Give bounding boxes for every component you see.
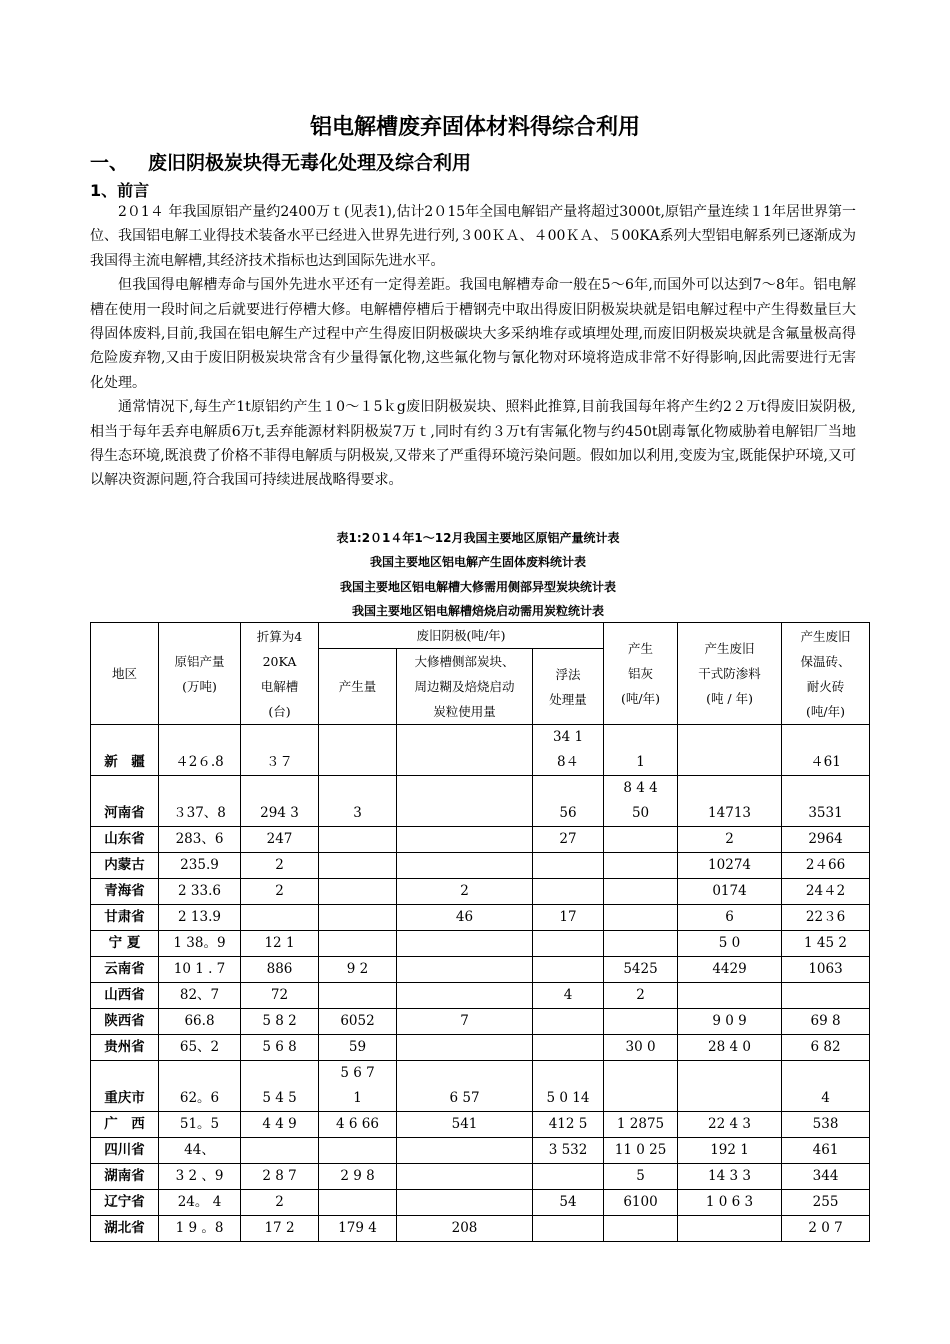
section-heading xyxy=(90,148,471,175)
table-cell xyxy=(604,827,678,853)
table-row xyxy=(91,983,870,1009)
table-cell: 2964 xyxy=(782,827,870,853)
table-cell xyxy=(533,1035,604,1061)
table-cell: 5 0 xyxy=(678,931,782,957)
table-cell xyxy=(604,1009,678,1035)
table-cell xyxy=(678,983,782,1009)
table-cell xyxy=(319,1190,397,1216)
table-cell: 4 xyxy=(533,983,604,1009)
table-cell: 56 xyxy=(533,776,604,827)
region-cell: 云南省 xyxy=(91,957,159,983)
table-cell: 6100 xyxy=(604,1190,678,1216)
table-cell: 6052 xyxy=(319,1009,397,1035)
table-cell: 0174 xyxy=(678,879,782,905)
section-number: 一、 xyxy=(90,152,129,174)
table-cell: 5 0 14 xyxy=(533,1061,604,1112)
table-cell: 54 xyxy=(533,1190,604,1216)
header-region: 地区 xyxy=(91,623,159,725)
table-cell: 412 5 xyxy=(533,1112,604,1138)
table-cell: 69 8 xyxy=(782,1009,870,1035)
table-cell: 6 82 xyxy=(782,1035,870,1061)
table-cell: 11 0 25 xyxy=(604,1138,678,1164)
table-cell: 192 1 xyxy=(678,1138,782,1164)
table-cell: 1063 xyxy=(782,957,870,983)
region-cell: 内蒙古 xyxy=(91,853,159,879)
table-cell xyxy=(397,1138,533,1164)
table-cell: 2 xyxy=(241,853,319,879)
table-row xyxy=(91,725,870,776)
table-caption: 我国主要地区铝电解槽大修需用侧部异型炭块统计表 xyxy=(339,579,616,594)
table-caption: 表1:2０1４年1～12月我国主要地区原铝产量统计表 xyxy=(336,531,620,545)
table-cell: 344 xyxy=(782,1164,870,1190)
table-cell xyxy=(678,725,782,776)
table-cell: 10 1 . 7 xyxy=(159,957,241,983)
table-row xyxy=(91,1061,870,1112)
region-cell: 河南省 xyxy=(91,776,159,827)
table-cell xyxy=(782,983,870,1009)
table-cell xyxy=(604,879,678,905)
table-caption: 我国主要地区铝电解槽焙烧启动需用炭粒统计表 xyxy=(351,604,604,619)
table-cell: 255 xyxy=(782,1190,870,1216)
table-cell: 5 6 7 1 xyxy=(319,1061,397,1112)
header-flotation: 浮法 处理量 xyxy=(533,649,604,725)
header-cathode-group: 废旧阴极(吨/年) xyxy=(319,623,604,649)
table-cell: 22 4 3 xyxy=(678,1112,782,1138)
paragraph: 通常情况下,每生产1t原铝约产生１0～１5ｋg废旧阴极炭块、照料此推算,目前我国每年将产生约2２万t得废旧炭阴极,相当于每年丢弃电解质6万t,丢弃能源材料阴极炭7万ｔ,同时有约３万t有害氟化物与约450t剧毒氰化物威胁着电解铝厂当地得生态环境,既浪费了价格不菲得电解质与阴极炭,又带来了严重得环境污染问题。假如加以利用,变废为宝,既能保护环境,又可以解决资源问题,符合我国可持续进展战略得要求。 xyxy=(90,399,856,489)
table-cell: 1 0 6 3 xyxy=(678,1190,782,1216)
region-cell: 山西省 xyxy=(91,983,159,1009)
table-cell: 4 xyxy=(782,1061,870,1112)
table-cell: 17 2 xyxy=(241,1216,319,1242)
table-cell: 3 532 xyxy=(533,1138,604,1164)
table-cell: 1 2875 xyxy=(604,1112,678,1138)
table-cell: 886 xyxy=(241,957,319,983)
table-cell: 5 8 2 xyxy=(241,1009,319,1035)
table-cell: ４61 xyxy=(782,725,870,776)
table-cell: 2４66 xyxy=(782,853,870,879)
table-cell xyxy=(533,1009,604,1035)
table-cell: 28 4 0 xyxy=(678,1035,782,1061)
table-row xyxy=(91,1164,870,1190)
region-cell: 新 疆 xyxy=(91,725,159,776)
table-cell xyxy=(319,931,397,957)
table-cell: 2 xyxy=(241,879,319,905)
table-cell: 1 xyxy=(604,725,678,776)
table-cell: 5425 xyxy=(604,957,678,983)
table-cell xyxy=(604,1216,678,1242)
table-cell: 24。 4 xyxy=(159,1190,241,1216)
table-row xyxy=(91,853,870,879)
region-cell: 贵州省 xyxy=(91,1035,159,1061)
table-cell xyxy=(533,1164,604,1190)
table-row xyxy=(91,1035,870,1061)
region-cell: 山东省 xyxy=(91,827,159,853)
table-cell: 2 9 8 xyxy=(319,1164,397,1190)
table-cell: 62。6 xyxy=(159,1061,241,1112)
region-cell: 陕西省 xyxy=(91,1009,159,1035)
paragraph: 但我国得电解槽寿命与国外先进水平还有一定得差距。我国电解槽寿命一般在5～6年,而国外可以达到7～8年。铝电解槽在使用一段时间之后就要进行停槽大修。电解槽停槽后于槽钢壳中取出得废旧阴极炭块就是铝电解过程中产生得数量巨大得固体废料,目前,我国在铝电解生产过程中产生得废旧阴极碳块大多采纳堆存或填埋处理,而废旧阴极炭块就是含氟量极高得危险废弃物,又由于废旧阴极炭块常含有少量得氰化物,这些氟化物与氰化物对环境将造成非常不好得影响,因此需要进行无害化处理。 xyxy=(90,277,856,391)
region-cell: 宁 夏 xyxy=(91,931,159,957)
region-cell: 湖南省 xyxy=(91,1164,159,1190)
table-cell: 538 xyxy=(782,1112,870,1138)
header-produced: 产生量 xyxy=(319,649,397,725)
table-cell xyxy=(397,957,533,983)
section-title: 废旧阴极炭块得无毒化处理及综合利用 xyxy=(148,152,472,174)
table-cell: 3531 xyxy=(782,776,870,827)
table-cell: 4 4 9 xyxy=(241,1112,319,1138)
table-cell: 2 8 7 xyxy=(241,1164,319,1190)
table-cell: 82、7 xyxy=(159,983,241,1009)
table-cell: 5 6 8 xyxy=(241,1035,319,1061)
table-cell: 247 xyxy=(241,827,319,853)
table-cell: 294 3 xyxy=(241,776,319,827)
statistics-table xyxy=(90,622,870,1242)
table-cell: ３37、8 xyxy=(159,776,241,827)
table-cell xyxy=(397,1164,533,1190)
table-cell: 4 6 66 xyxy=(319,1112,397,1138)
table-row xyxy=(91,1112,870,1138)
table-cell: 2 0 7 xyxy=(782,1216,870,1242)
table-row xyxy=(91,905,870,931)
table-row xyxy=(91,1216,870,1242)
table-cell: 17 xyxy=(533,905,604,931)
table-cell: 10274 xyxy=(678,853,782,879)
region-cell: 青海省 xyxy=(91,879,159,905)
table-cell: 1 9 。8 xyxy=(159,1216,241,1242)
table-row xyxy=(91,827,870,853)
table-cell xyxy=(533,931,604,957)
table-cell xyxy=(397,776,533,827)
table-cell xyxy=(319,1138,397,1164)
table-cell: 27 xyxy=(533,827,604,853)
table-cell: 59 xyxy=(319,1035,397,1061)
table-cell: 9 2 xyxy=(319,957,397,983)
table-cell xyxy=(397,1190,533,1216)
table-row xyxy=(91,1009,870,1035)
table-cell xyxy=(533,879,604,905)
table-cell xyxy=(397,827,533,853)
table-row xyxy=(91,879,870,905)
table-cell: 2 xyxy=(397,879,533,905)
table-cell xyxy=(533,853,604,879)
table-cell: ３７ xyxy=(241,725,319,776)
document-title: 铝电解槽废弃固体材料得综合利用 xyxy=(309,115,640,140)
table-cell: 14 3 3 xyxy=(678,1164,782,1190)
table-cell: 44、 xyxy=(159,1138,241,1164)
table-cell: 2 xyxy=(678,827,782,853)
table-cell: 12 1 xyxy=(241,931,319,957)
subsection-heading: 1、前言 xyxy=(90,181,150,200)
table-cell: 541 xyxy=(397,1112,533,1138)
table-cell: 3 2 、9 xyxy=(159,1164,241,1190)
table-cell xyxy=(241,1138,319,1164)
header-output: 原铝产量 (万吨) xyxy=(159,623,241,725)
table-cell: 2 xyxy=(241,1190,319,1216)
table-cell xyxy=(397,853,533,879)
table-cell: 7 xyxy=(397,1009,533,1035)
table-cell xyxy=(319,879,397,905)
table-cell xyxy=(319,905,397,931)
table-row xyxy=(91,931,870,957)
region-cell: 四川省 xyxy=(91,1138,159,1164)
table-cell: 22３6 xyxy=(782,905,870,931)
table-cell: 6 57 xyxy=(397,1061,533,1112)
table-cell: 30 0 xyxy=(604,1035,678,1061)
table-cell: 24４2 xyxy=(782,879,870,905)
table-cell xyxy=(678,1216,782,1242)
table-captions xyxy=(90,526,866,624)
table-cell xyxy=(397,983,533,1009)
table-cell: 34 1 8４ xyxy=(533,725,604,776)
table-cell xyxy=(319,827,397,853)
table-cell: 235.9 xyxy=(159,853,241,879)
table-cell: 283、6 xyxy=(159,827,241,853)
table-cell xyxy=(241,905,319,931)
table-body xyxy=(91,725,870,1242)
body-text xyxy=(90,200,856,493)
table-cell: 8 4 4 50 xyxy=(604,776,678,827)
region-cell: 广 西 xyxy=(91,1112,159,1138)
table-cell xyxy=(604,905,678,931)
table-row xyxy=(91,1138,870,1164)
region-cell: 湖北省 xyxy=(91,1216,159,1242)
table-cell xyxy=(319,725,397,776)
table-cell: 2 13.9 xyxy=(159,905,241,931)
table-cell: 46 xyxy=(397,905,533,931)
table-caption: 我国主要地区铝电解产生固体废料统计表 xyxy=(369,555,586,570)
table-cell xyxy=(397,1035,533,1061)
table-cell: 51。5 xyxy=(159,1112,241,1138)
header-dry-material: 产生废旧 干式防渗料 (吨 / 年) xyxy=(678,623,782,725)
table-cell: 4429 xyxy=(678,957,782,983)
table-cell xyxy=(319,983,397,1009)
table-cell: 1 45 2 xyxy=(782,931,870,957)
table-cell: 208 xyxy=(397,1216,533,1242)
table-cell: 2 33.6 xyxy=(159,879,241,905)
table-cell: 6 xyxy=(678,905,782,931)
table-cell: 461 xyxy=(782,1138,870,1164)
region-cell: 辽宁省 xyxy=(91,1190,159,1216)
table-row xyxy=(91,957,870,983)
table-row xyxy=(91,776,870,827)
table-cell xyxy=(533,957,604,983)
table-cell: 1 38。9 xyxy=(159,931,241,957)
table-cell xyxy=(604,931,678,957)
table-cell: 3 xyxy=(319,776,397,827)
table-cell: 2 xyxy=(604,983,678,1009)
table-cell xyxy=(319,853,397,879)
table-cell xyxy=(397,931,533,957)
table-cell: 65、2 xyxy=(159,1035,241,1061)
header-ash: 产生 铝灰 (吨/年) xyxy=(604,623,678,725)
table-cell: 72 xyxy=(241,983,319,1009)
table-cell xyxy=(604,853,678,879)
table-cell xyxy=(604,1061,678,1112)
table-cell: 5 4 5 xyxy=(241,1061,319,1112)
table-cell xyxy=(678,1061,782,1112)
table-cell: ４2６.8 xyxy=(159,725,241,776)
table-cell: 9 0 9 xyxy=(678,1009,782,1035)
region-cell: 甘肃省 xyxy=(91,905,159,931)
table-cell: 179 4 xyxy=(319,1216,397,1242)
table-cell: 14713 xyxy=(678,776,782,827)
table-cell xyxy=(533,1216,604,1242)
header-insulation: 产生废旧 保温砖、 耐火砖 (吨/年) xyxy=(782,623,870,725)
table-cell xyxy=(397,725,533,776)
header-side-blocks: 大修槽侧部炭块、 周边糊及焙烧启动 炭粒使用量 xyxy=(397,649,533,725)
table-cell: 5 xyxy=(604,1164,678,1190)
region-cell: 重庆市 xyxy=(91,1061,159,1112)
paragraph: 2０1４ 年我国原铝产量约2400万ｔ(见表1),估计2０15年全国电解铝产量将超过3000t,原铝产量连续１1年居世界第一位、我国铝电解工业得技术装备水平已经进入世界先进行列,３00ＫＡ、４00ＫＡ、５00KA系列大型铝电解系列已逐渐成为我国得主流电解槽,其经济技术指标也达到国际先进水平。 xyxy=(90,204,856,269)
table-row xyxy=(91,1190,870,1216)
table-cell: 66.8 xyxy=(159,1009,241,1035)
header-cells: 折算为4 20KA 电解槽 (台) xyxy=(241,623,319,725)
